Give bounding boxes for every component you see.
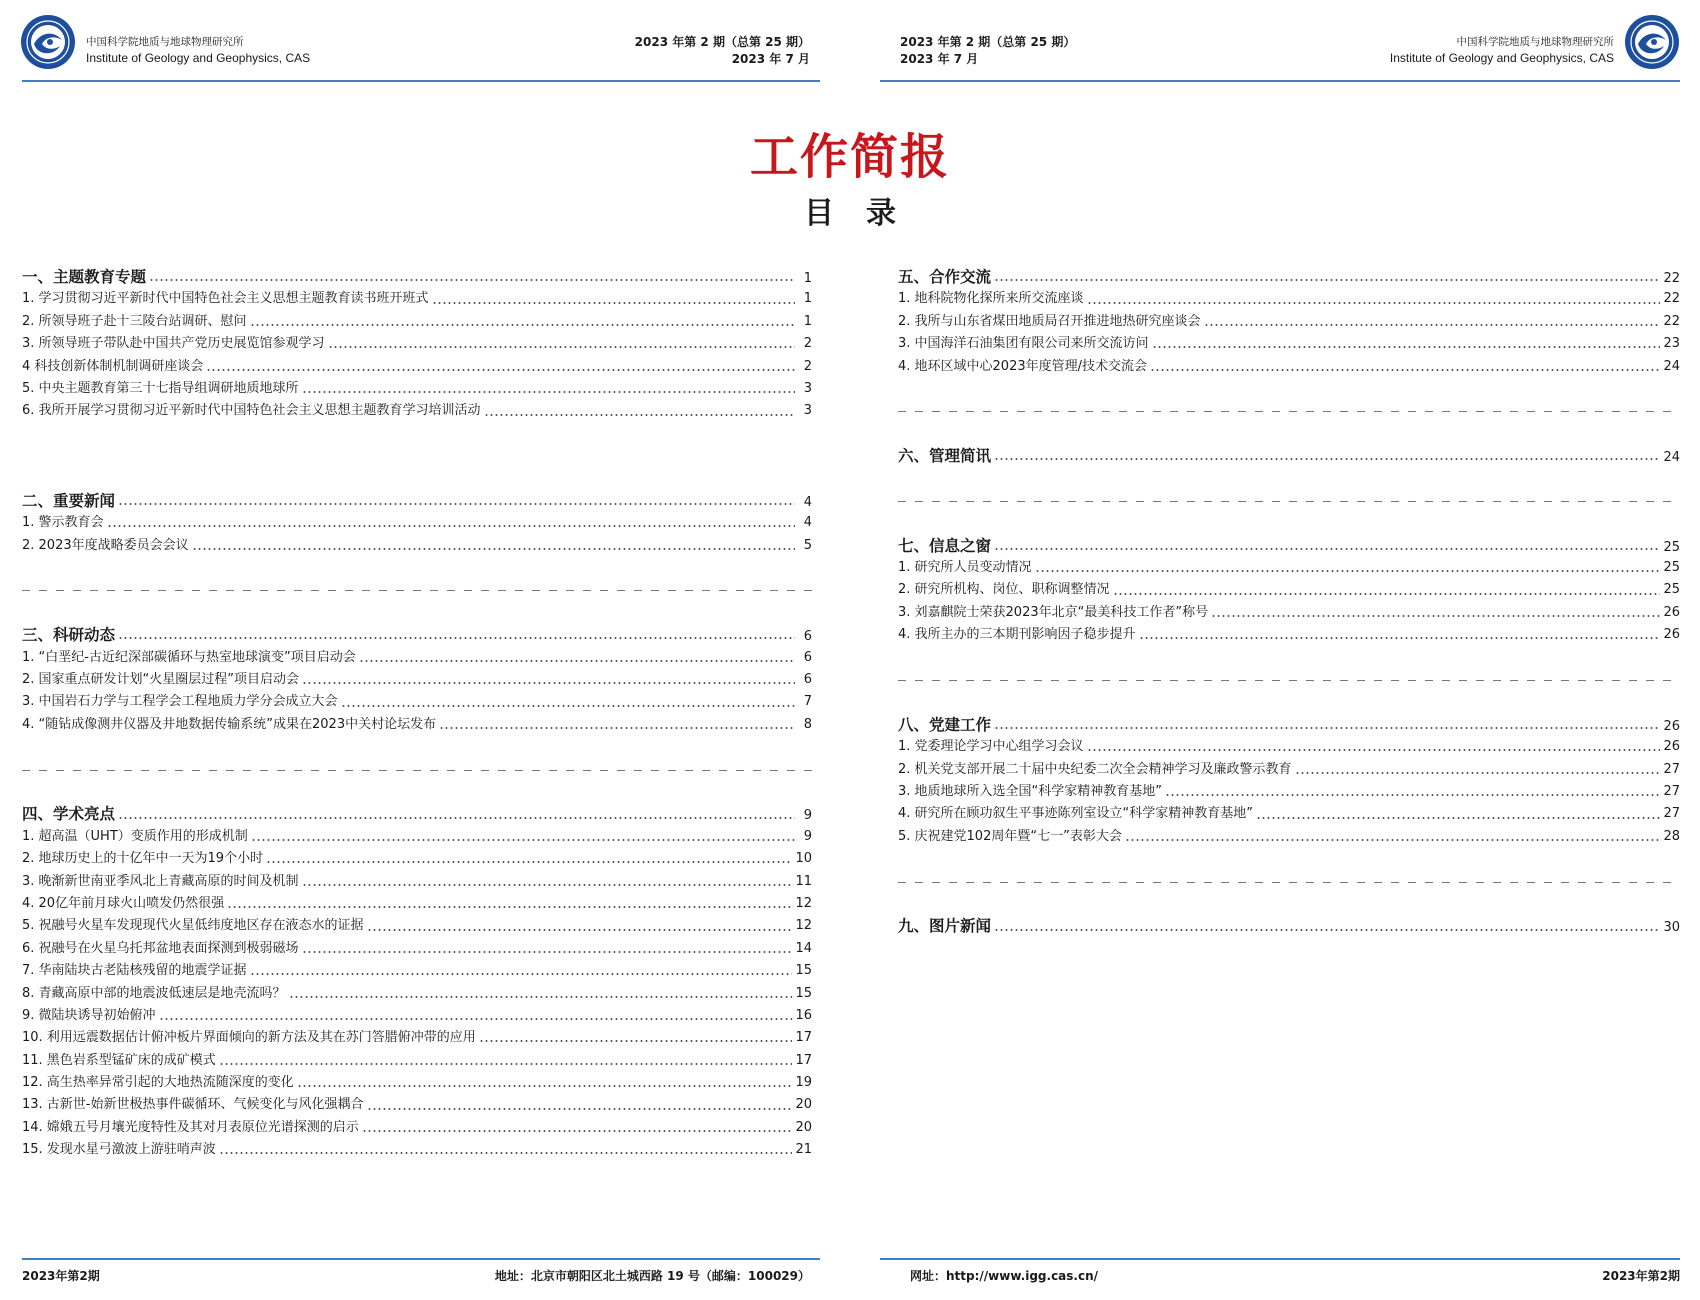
- toc-page-number: 25: [1663, 560, 1680, 576]
- toc-entry[interactable]: [898, 781, 1680, 803]
- toc-entry-title: 5. 祝融号火星车发现现代火星低纬度地区存在液态水的证据: [22, 918, 364, 934]
- toc-entry-title: 六、管理简讯: [898, 447, 992, 466]
- dot-leader: [251, 838, 795, 842]
- toc-page-number: 5: [803, 537, 812, 553]
- toc-spacer: [22, 445, 812, 467]
- toc-section-heading[interactable]: [22, 624, 812, 646]
- dot-leader: [994, 547, 1660, 551]
- toc-entry[interactable]: [898, 759, 1680, 781]
- toc-spacer: [898, 848, 1680, 870]
- toc-entry-title: 2. 所领导班子赴十三陵台站调研、慰问: [22, 313, 247, 329]
- toc-entry[interactable]: [22, 512, 812, 534]
- toc-page-number: 22: [1663, 313, 1680, 329]
- toc-entry-title: 6. 我所开展学习贯彻习近平新时代中国特色社会主义思想主题教育学习培训活动: [22, 403, 481, 419]
- toc-entry-title: 3. 中国海洋石油集团有限公司来所交流访问: [898, 336, 1149, 352]
- dot-leader: [107, 524, 795, 528]
- toc-entry-title: 10. 利用远震数据估计俯冲板片界面倾向的新方法及其在苏门答腊俯冲带的应用: [22, 1030, 476, 1046]
- dot-leader: [1113, 592, 1661, 596]
- toc-page-number: 15: [795, 963, 812, 979]
- toc-page-number: 15: [795, 985, 812, 1001]
- toc-page-number: 7: [803, 694, 812, 710]
- toc-spacer: [898, 893, 1680, 915]
- toc-page-number: 21: [795, 1142, 812, 1158]
- toc-entry-title: 5. 庆祝建党102周年暨“七一”表彰大会: [898, 828, 1122, 844]
- toc-entry-title: 11. 黑色岩系型锰矿床的成矿模式: [22, 1052, 216, 1068]
- toc-entry-title: 一、主题教育专题: [22, 268, 147, 286]
- toc-page-number: 12: [795, 918, 812, 934]
- toc-spacer: [898, 378, 1680, 400]
- dot-leader: [359, 659, 795, 663]
- toc-entry-title: 五、合作交流: [898, 268, 992, 286]
- section-divider: [898, 871, 1680, 893]
- institute-logo-icon: [20, 14, 76, 70]
- institute-name-cn: 中国科学院地质与地球物理研究所: [86, 36, 244, 48]
- toc-entry[interactable]: [22, 669, 812, 691]
- institute-name: [86, 34, 310, 66]
- dot-leader: [328, 345, 795, 349]
- toc-entry[interactable]: [22, 1094, 812, 1116]
- toc-entry[interactable]: [22, 1050, 812, 1072]
- issue-info: [635, 34, 810, 68]
- toc-section-heading[interactable]: [898, 535, 1680, 557]
- toc-entry[interactable]: [898, 826, 1680, 848]
- toc-entry[interactable]: [22, 714, 812, 736]
- toc-entry-title: 3. 地质地球所入选全国“科学家精神教育基地”: [898, 783, 1163, 799]
- dot-leader: [219, 1151, 793, 1155]
- toc-page-number: 9: [803, 828, 812, 844]
- toc-column-left: [22, 266, 812, 1162]
- toc-spacer: [22, 468, 812, 490]
- page-title: 工作简报: [749, 129, 950, 185]
- toc-entry-title: 1. 研究所人员变动情况: [898, 560, 1032, 576]
- toc-entry-title: 1. “白垩纪-古近纪深部碳循环与热室地球演变”项目启动会: [22, 649, 356, 665]
- toc-entry[interactable]: [898, 602, 1680, 624]
- toc-page-number: 28: [1663, 828, 1680, 844]
- toc-spacer: [22, 423, 812, 445]
- toc-spacer: [22, 602, 812, 624]
- toc-entry-title: 四、学术亮点: [22, 805, 116, 824]
- toc-entry[interactable]: [22, 400, 812, 422]
- toc-page-number: 9: [803, 808, 812, 824]
- toc-entry[interactable]: [898, 803, 1680, 825]
- toc-section-heading[interactable]: [22, 490, 812, 512]
- toc-entry-title: 4. 我所主办的三本期刊影响因子稳步提升: [898, 627, 1136, 643]
- toc-entry-title: 4. 研究所在顾功叙生平事迹陈列室设立“科学家精神教育基地”: [898, 806, 1254, 822]
- section-divider: [898, 490, 1680, 512]
- toc-spacer: [898, 512, 1680, 534]
- toc-entry-title: 4. 20亿年前月球火山喷发仍然很强: [22, 895, 225, 911]
- toc-page-number: 2: [803, 336, 812, 352]
- footer-rule: [880, 1258, 1680, 1260]
- dot-leader: [341, 704, 795, 708]
- dot-leader: [302, 681, 795, 685]
- toc-entry[interactable]: [898, 579, 1680, 601]
- toc-entry[interactable]: [22, 1117, 812, 1139]
- toc-page-number: 26: [1663, 739, 1680, 755]
- toc-page-number: 8: [803, 716, 812, 732]
- footer-address: 地址：北京市朝阳区北土城西路 19 号（邮编：100029）: [494, 1269, 810, 1283]
- toc-entry-title: 三、科研动态: [22, 626, 116, 645]
- toc-page-number: 3: [803, 380, 812, 396]
- toc-section-heading[interactable]: [898, 266, 1680, 288]
- dot-leader: [1087, 301, 1661, 305]
- toc-page-number: 27: [1663, 761, 1680, 777]
- toc-spacer: [22, 736, 812, 758]
- section-divider: [898, 669, 1680, 691]
- toc-entry-title: 八、党建工作: [898, 715, 992, 734]
- toc-entry[interactable]: [22, 691, 812, 713]
- dot-leader: [250, 972, 793, 976]
- toc-entry[interactable]: [22, 938, 812, 960]
- dot-leader: [159, 1017, 793, 1021]
- issue-date: 2023 年 7 月: [900, 52, 979, 66]
- toc-entry[interactable]: [22, 356, 812, 378]
- toc-entry-title: 4. “随钻成像测井仪器及井地数据传输系统”成果在2023中关村论坛发布: [22, 716, 437, 732]
- dot-leader: [1087, 748, 1661, 752]
- institute-name: [1390, 34, 1614, 66]
- toc-entry[interactable]: [22, 893, 812, 915]
- toc-page-number: 12: [795, 895, 812, 911]
- toc-entry[interactable]: [22, 1027, 812, 1049]
- toc-page-number: 26: [1663, 718, 1680, 734]
- toc-section-heading[interactable]: [898, 445, 1680, 467]
- toc-page-number: 17: [795, 1030, 812, 1046]
- toc-page-number: 17: [795, 1052, 812, 1068]
- toc-spacer: [898, 468, 1680, 490]
- toc-entry-title: 二、重要新闻: [22, 491, 116, 510]
- toc-page-number: 11: [795, 873, 812, 889]
- dot-leader: [362, 1129, 793, 1133]
- dot-leader: [367, 928, 793, 932]
- dot-leader: [1150, 368, 1660, 372]
- toc-section-heading[interactable]: [898, 714, 1680, 736]
- section-divider: [22, 759, 812, 781]
- toc-page-number: 20: [795, 1119, 812, 1135]
- dot-leader: [302, 390, 795, 394]
- toc-entry-title: 3. 中国岩石力学与工程学会工程地质力学分会成立大会: [22, 694, 338, 710]
- toc-entry[interactable]: [22, 288, 812, 310]
- toc-entry-title: 15. 发现水星弓激波上游驻哨声波: [22, 1142, 216, 1158]
- toc-entry[interactable]: [22, 1139, 812, 1161]
- dot-leader: [1295, 771, 1661, 775]
- toc-heading-char: 目: [804, 196, 834, 231]
- toc-entry-title: 3. 晚渐新世南亚季风北上青藏高原的时间及机制: [22, 873, 299, 889]
- dot-leader: [1152, 345, 1661, 349]
- dot-leader: [994, 928, 1660, 932]
- toc-page-number: 3: [803, 403, 812, 419]
- dot-leader: [1125, 838, 1661, 842]
- toc-entry[interactable]: [22, 333, 812, 355]
- footer-issue-right: 2023年第2期: [1602, 1269, 1680, 1283]
- section-divider: [898, 400, 1680, 422]
- toc-spacer: [22, 781, 812, 803]
- toc-page-number: 24: [1663, 358, 1680, 374]
- dot-leader: [994, 726, 1660, 730]
- dot-leader: [1204, 323, 1661, 327]
- toc-spacer: [22, 557, 812, 579]
- toc-page-number: 19: [795, 1075, 812, 1091]
- footer-issue-left: 2023年第2期: [22, 1269, 100, 1283]
- toc-entry[interactable]: [898, 557, 1680, 579]
- footer-website[interactable]: 网址：http://www.igg.cas.cn/: [910, 1269, 1099, 1283]
- toc-entry[interactable]: [22, 1072, 812, 1094]
- dot-leader: [994, 278, 1660, 282]
- dot-leader: [1139, 636, 1661, 640]
- header-left: [20, 14, 820, 76]
- dot-leader: [118, 636, 795, 640]
- dot-leader: [367, 1107, 793, 1111]
- toc-entry[interactable]: [22, 535, 812, 557]
- toc-page-number: 27: [1663, 783, 1680, 799]
- toc-entry-title: 2. 国家重点研发计划“火星圈层过程”项目启动会: [22, 672, 300, 688]
- toc-page-number: 30: [1663, 920, 1680, 936]
- toc-entry[interactable]: [22, 647, 812, 669]
- toc-entry-title: 2. 2023年度战略委员会会议: [22, 537, 189, 553]
- toc-entry-title: 4. 地环区域中心2023年度管理/技术交流会: [898, 358, 1147, 374]
- toc-entry-title: 2. 机关党支部开展二十届中央纪委二次全会精神学习及廉政警示教育: [898, 761, 1292, 777]
- toc-section-heading[interactable]: [22, 803, 812, 825]
- toc-entry[interactable]: [22, 871, 812, 893]
- toc-page-number: 4: [803, 494, 812, 510]
- header-right: [880, 14, 1680, 76]
- dot-leader: [192, 547, 795, 551]
- dot-leader: [302, 950, 793, 954]
- section-divider: [22, 579, 812, 601]
- toc-page-number: 4: [803, 515, 812, 531]
- toc-page-number: 1: [803, 313, 812, 329]
- toc-entry[interactable]: [22, 960, 812, 982]
- toc-entry-title: 8. 青藏高原中部的地震波低速层是地壳流吗？: [22, 985, 286, 1001]
- toc-column-right: [898, 266, 1680, 938]
- toc-section-heading[interactable]: [898, 915, 1680, 937]
- toc-spacer: [898, 691, 1680, 713]
- toc-entry-title: 2. 我所与山东省煤田地质局召开推进地热研究座谈会: [898, 313, 1201, 329]
- toc-entry-title: 12. 高生热率异常引起的大地热流随深度的变化: [22, 1075, 294, 1091]
- toc-entry[interactable]: [22, 378, 812, 400]
- header-rule: [22, 80, 820, 82]
- toc-page-number: 1: [803, 271, 812, 286]
- dot-leader: [149, 278, 795, 282]
- toc-spacer: [898, 423, 1680, 445]
- dot-leader: [994, 457, 1660, 461]
- header-rule: [880, 80, 1680, 82]
- toc-entry-title: 5. 中央主题教育第三十七指导组调研地质地球所: [22, 380, 299, 396]
- dot-leader: [266, 860, 792, 864]
- toc-entry[interactable]: [898, 311, 1680, 333]
- toc-entry-title: 1. 警示教育会: [22, 515, 104, 531]
- toc-entry[interactable]: [898, 288, 1680, 310]
- dot-leader: [302, 883, 793, 887]
- toc-page-number: 6: [803, 649, 812, 665]
- dot-leader: [484, 413, 795, 417]
- toc-page-number: 22: [1663, 291, 1680, 307]
- toc-entry[interactable]: [898, 356, 1680, 378]
- toc-page-number: 6: [803, 629, 812, 645]
- dot-leader: [1256, 816, 1660, 820]
- toc-spacer: [898, 647, 1680, 669]
- toc-page-number: 26: [1663, 604, 1680, 620]
- toc-entry-title: 1. 学习贯彻习近平新时代中国特色社会主义思想主题教育读书班开班式: [22, 291, 429, 307]
- toc-page-number: 23: [1663, 336, 1680, 352]
- issue-number: 2023 年第 2 期（总第 25 期）: [634, 35, 810, 49]
- dot-leader: [297, 1084, 793, 1088]
- toc-entry-title: 9. 微陆块诱导初始俯冲: [22, 1007, 156, 1023]
- dot-leader: [439, 726, 795, 730]
- dot-leader: [118, 816, 795, 820]
- toc-entry-title: 九、图片新闻: [898, 917, 992, 936]
- toc-entry-title: 2. 研究所机构、岗位、职称调整情况: [898, 582, 1110, 598]
- toc-page-number: 24: [1663, 450, 1680, 466]
- institute-logo-icon: [1624, 14, 1680, 70]
- dot-leader: [1165, 793, 1660, 797]
- dot-leader: [1211, 614, 1660, 618]
- footer-rule: [22, 1258, 820, 1260]
- toc-page-number: 25: [1663, 582, 1680, 598]
- dot-leader: [1035, 569, 1661, 573]
- toc-page-number: 27: [1663, 806, 1680, 822]
- toc-entry[interactable]: [22, 826, 812, 848]
- dot-leader: [479, 1039, 793, 1043]
- toc-entry-title: 6. 祝融号在火星乌托邦盆地表面探测到极弱磁场: [22, 940, 299, 956]
- toc-entry[interactable]: [22, 983, 812, 1005]
- toc-page-number: 22: [1663, 271, 1680, 286]
- toc-page-number: 20: [795, 1097, 812, 1113]
- toc-entry-title: 七、信息之窗: [898, 536, 992, 555]
- toc-section-heading[interactable]: [22, 266, 812, 288]
- toc-entry[interactable]: [898, 333, 1680, 355]
- toc-entry[interactable]: [22, 311, 812, 333]
- toc-entry-title: 2. 地球历史上的十亿年中一天为19个小时: [22, 851, 264, 867]
- toc-entry-title: 1. 党委理论学习中心组学习会议: [898, 739, 1084, 755]
- dot-leader: [432, 301, 795, 305]
- toc-page-number: 16: [795, 1007, 812, 1023]
- toc-entry[interactable]: [22, 915, 812, 937]
- toc-entry-title: 3. 刘嘉麒院士荣获2023年北京“最美科技工作者”称号: [898, 604, 1209, 620]
- dot-leader: [206, 368, 795, 372]
- toc-entry-title: 14. 嫦娥五号月壤光度特性及其对月表原位光谱探测的启示: [22, 1119, 359, 1135]
- dot-leader: [227, 905, 792, 909]
- toc-entry[interactable]: [22, 1005, 812, 1027]
- toc-heading: [0, 188, 1700, 232]
- toc-page-number: 6: [803, 672, 812, 688]
- toc-entry-title: 13. 古新世-始新世极热事件碳循环、气候变化与风化强耦合: [22, 1097, 364, 1113]
- issue-number: 2023 年第 2 期（总第 25 期）: [900, 35, 1076, 49]
- toc-page-number: 14: [795, 940, 812, 956]
- toc-entry[interactable]: [22, 848, 812, 870]
- toc-page-number: 10: [795, 851, 812, 867]
- toc-heading-char: 录: [866, 196, 896, 231]
- toc-entry-title: 1. 地科院物化探所来所交流座谈: [898, 291, 1084, 307]
- toc-page-number: 25: [1663, 539, 1680, 555]
- issue-info: [900, 34, 1075, 68]
- dot-leader: [118, 502, 795, 506]
- toc-entry-title: 1. 超高温（UHT）变质作用的形成机制: [22, 828, 248, 844]
- institute-name-cn: 中国科学院地质与地球物理研究所: [1456, 36, 1614, 48]
- institute-name-en: Institute of Geology and Geophysics, CAS: [86, 51, 311, 65]
- dot-leader: [250, 323, 795, 327]
- dot-leader: [289, 995, 793, 999]
- toc-entry-title: 3. 所领导班子带队赴中国共产党历史展览馆参观学习: [22, 336, 325, 352]
- toc-page-number: 1: [803, 291, 812, 307]
- toc-entry-title: 4 科技创新体制机制调研座谈会: [22, 358, 204, 374]
- issue-date: 2023 年 7 月: [731, 52, 810, 66]
- toc-entry[interactable]: [898, 736, 1680, 758]
- toc-page-number: 26: [1663, 627, 1680, 643]
- dot-leader: [219, 1062, 793, 1066]
- institute-name-en: Institute of Geology and Geophysics, CAS: [1389, 51, 1614, 65]
- toc-page-number: 2: [803, 358, 812, 374]
- toc-entry-title: 7. 华南陆块古老陆核残留的地震学证据: [22, 963, 247, 979]
- toc-entry[interactable]: [898, 624, 1680, 646]
